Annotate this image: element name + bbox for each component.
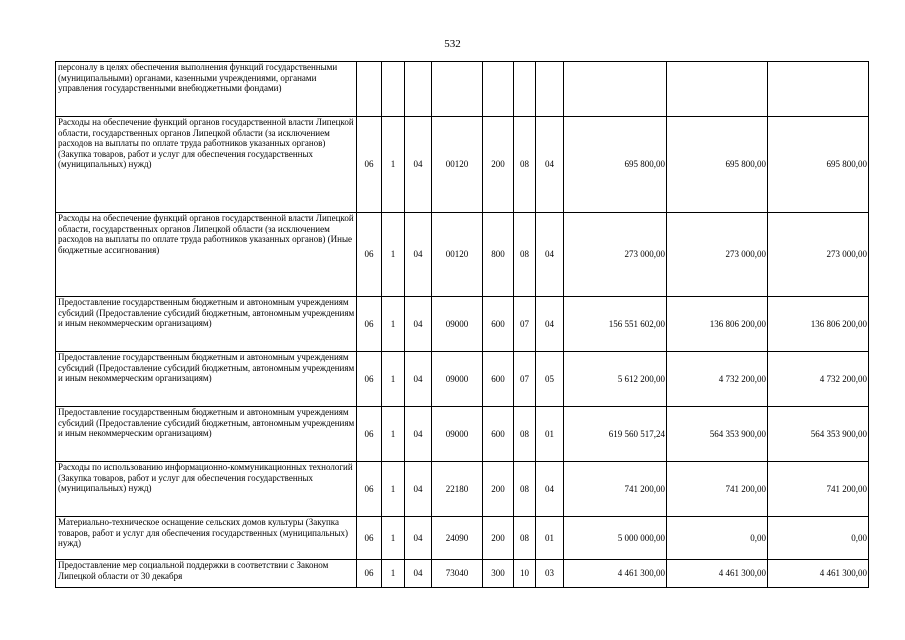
amount-cell: 695 800,00 (667, 117, 768, 213)
code-cell: 06 (357, 117, 382, 213)
amount-cell: 273 000,00 (564, 213, 667, 297)
page-number: 532 (444, 38, 461, 50)
code-cell (514, 62, 536, 117)
code-cell (536, 62, 564, 117)
table-row (56, 407, 869, 462)
code-cell: 200 (483, 517, 514, 560)
code-cell: 09000 (432, 407, 483, 462)
code-cell (357, 62, 382, 117)
code-cell: 600 (483, 352, 514, 407)
code-cell: 200 (483, 462, 514, 517)
amount-cell (667, 62, 768, 117)
row-description: Предоставление мер социальной поддержки в соответствии с Законом Липецкой области от 30 декабря (56, 560, 357, 588)
table-row (56, 213, 869, 297)
amount-cell: 273 000,00 (768, 213, 869, 297)
code-cell: 1 (382, 407, 405, 462)
code-cell: 06 (357, 462, 382, 517)
code-cell: 600 (483, 407, 514, 462)
row-description: Расходы по использованию информационно-коммуникационных технологий (Закупка товаров, работ и услуг для обеспечения государственных (муниципальных) нужд) (56, 462, 357, 517)
code-cell: 1 (382, 213, 405, 297)
code-cell: 06 (357, 352, 382, 407)
code-cell: 04 (405, 297, 432, 352)
code-cell: 08 (514, 517, 536, 560)
table-row (56, 560, 869, 588)
table-row (56, 297, 869, 352)
code-cell: 09000 (432, 297, 483, 352)
code-cell: 04 (405, 462, 432, 517)
code-cell: 08 (514, 213, 536, 297)
amount-cell: 5 612 200,00 (564, 352, 667, 407)
code-cell: 1 (382, 117, 405, 213)
code-cell: 08 (514, 407, 536, 462)
code-cell: 04 (405, 117, 432, 213)
code-cell: 07 (514, 352, 536, 407)
amount-cell: 4 732 200,00 (768, 352, 869, 407)
code-cell: 06 (357, 297, 382, 352)
code-cell: 04 (405, 517, 432, 560)
amount-cell: 156 551 602,00 (564, 297, 667, 352)
table-row (56, 517, 869, 560)
amount-cell: 564 353 900,00 (667, 407, 768, 462)
row-description: Расходы на обеспечение функций органов государственной власти Липецкой области, государственных органов Липецкой области (за исключением расходов на выплаты по оплате труда работников указанных органов) (Закупка товаров, работ и услуг для обеспечения государственных (муниципальных) нужд) (56, 117, 357, 213)
amount-cell: 564 353 900,00 (768, 407, 869, 462)
amount-cell (768, 62, 869, 117)
code-cell: 06 (357, 213, 382, 297)
code-cell: 04 (405, 407, 432, 462)
code-cell: 01 (536, 517, 564, 560)
code-cell (483, 62, 514, 117)
amount-cell: 4 461 300,00 (564, 560, 667, 588)
amount-cell (564, 62, 667, 117)
code-cell: 03 (536, 560, 564, 588)
code-cell: 05 (536, 352, 564, 407)
code-cell: 1 (382, 560, 405, 588)
amount-cell: 741 200,00 (667, 462, 768, 517)
code-cell: 08 (514, 117, 536, 213)
amount-cell: 136 806 200,00 (667, 297, 768, 352)
code-cell: 1 (382, 462, 405, 517)
amount-cell: 4 461 300,00 (768, 560, 869, 588)
code-cell: 200 (483, 117, 514, 213)
amount-cell: 741 200,00 (564, 462, 667, 517)
code-cell: 22180 (432, 462, 483, 517)
code-cell: 04 (536, 117, 564, 213)
code-cell: 24090 (432, 517, 483, 560)
row-description: Предоставление государственным бюджетным и автономным учреждениям субсидий (Предоставление субсидий бюджетным, автономным учреждениям и иным некоммерческим организациям) (56, 352, 357, 407)
amount-cell: 0,00 (768, 517, 869, 560)
amount-cell: 695 800,00 (768, 117, 869, 213)
code-cell: 08 (514, 462, 536, 517)
row-description: Расходы на обеспечение функций органов государственной власти Липецкой области, государственных органов Липецкой области (за исключением расходов на выплаты по оплате труда работников указанных органов) (Иные бюджетные ассигнования) (56, 213, 357, 297)
row-description: Материально-техническое оснащение сельских домов культуры (Закупка товаров, работ и услуг для обеспечения государственных (муниципальных) нужд) (56, 517, 357, 560)
table-row (56, 62, 869, 117)
code-cell: 10 (514, 560, 536, 588)
code-cell: 04 (536, 297, 564, 352)
code-cell: 00120 (432, 213, 483, 297)
table-row (56, 117, 869, 213)
amount-cell: 0,00 (667, 517, 768, 560)
code-cell: 800 (483, 213, 514, 297)
amount-cell: 5 000 000,00 (564, 517, 667, 560)
amount-cell: 4 461 300,00 (667, 560, 768, 588)
code-cell: 1 (382, 517, 405, 560)
code-cell: 600 (483, 297, 514, 352)
code-cell: 04 (536, 213, 564, 297)
code-cell: 04 (405, 213, 432, 297)
code-cell (432, 62, 483, 117)
amount-cell: 273 000,00 (667, 213, 768, 297)
table-row (56, 462, 869, 517)
code-cell (405, 62, 432, 117)
code-cell: 01 (536, 407, 564, 462)
amount-cell: 136 806 200,00 (768, 297, 869, 352)
row-description: персоналу в целях обеспечения выполнения функций государственными (муниципальными) органами, казенными учреждениями, органами управления государственными внебюджетными фондами) (56, 62, 357, 117)
code-cell: 04 (405, 352, 432, 407)
code-cell: 1 (382, 297, 405, 352)
amount-cell: 619 560 517,24 (564, 407, 667, 462)
code-cell: 09000 (432, 352, 483, 407)
table-row (56, 352, 869, 407)
row-description: Предоставление государственным бюджетным и автономным учреждениям субсидий (Предоставление субсидий бюджетным, автономным учреждениям и иным некоммерческим организациям) (56, 297, 357, 352)
amount-cell: 695 800,00 (564, 117, 667, 213)
code-cell: 04 (405, 560, 432, 588)
code-cell: 06 (357, 407, 382, 462)
code-cell: 07 (514, 297, 536, 352)
code-cell: 73040 (432, 560, 483, 588)
code-cell: 06 (357, 560, 382, 588)
budget-table (55, 61, 869, 588)
amount-cell: 741 200,00 (768, 462, 869, 517)
code-cell: 00120 (432, 117, 483, 213)
code-cell: 300 (483, 560, 514, 588)
code-cell: 06 (357, 517, 382, 560)
row-description: Предоставление государственным бюджетным и автономным учреждениям субсидий (Предоставление субсидий бюджетным, автономным учреждениям и иным некоммерческим организациям) (56, 407, 357, 462)
code-cell (382, 62, 405, 117)
code-cell: 04 (536, 462, 564, 517)
code-cell: 1 (382, 352, 405, 407)
amount-cell: 4 732 200,00 (667, 352, 768, 407)
